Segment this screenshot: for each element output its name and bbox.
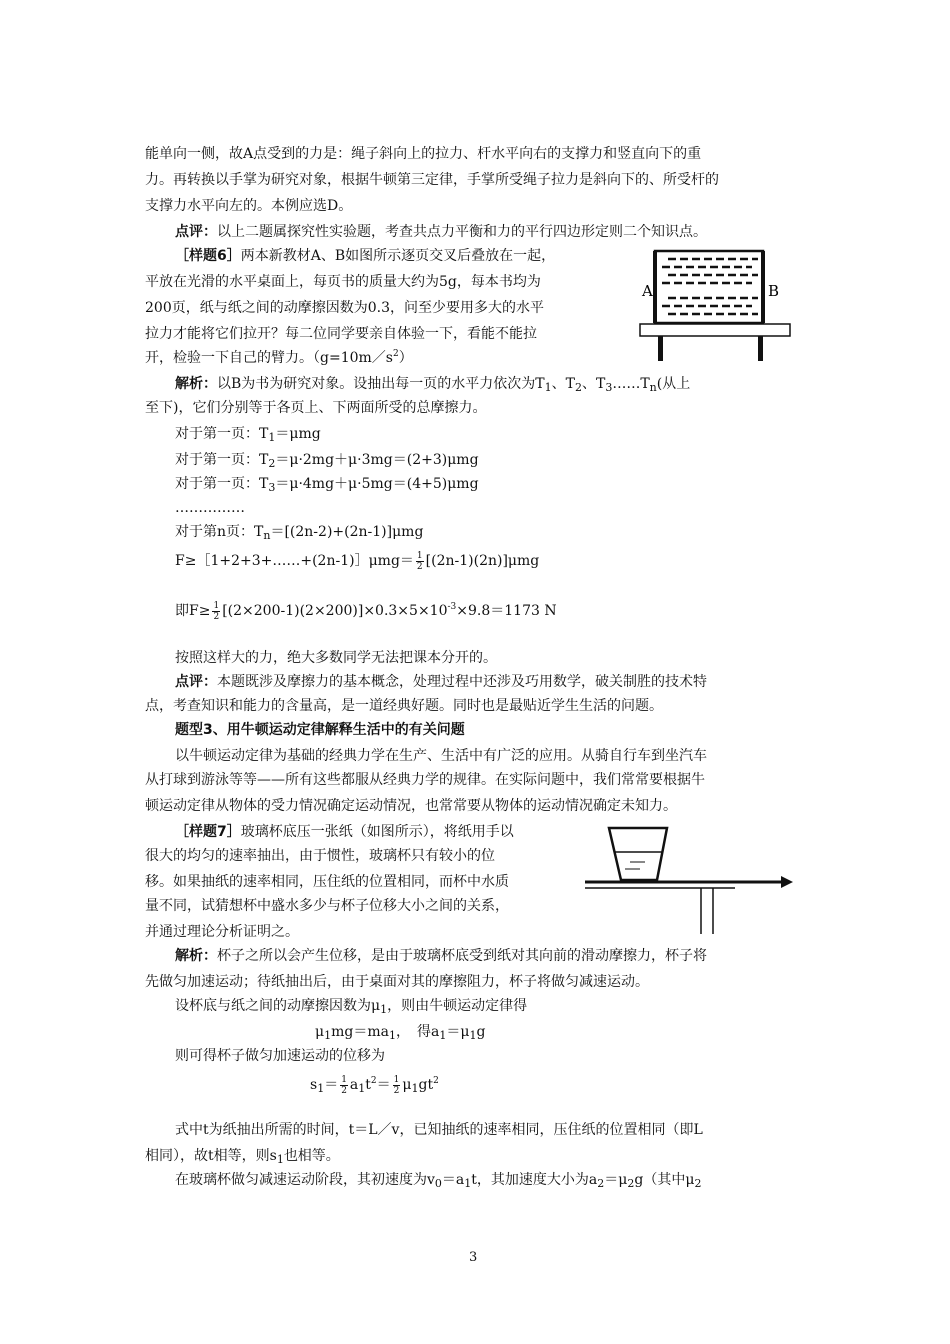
equation-text: 对于第一页：T xyxy=(175,452,269,468)
pull-arrow-head xyxy=(781,876,793,888)
solution-text: ……T xyxy=(612,376,650,392)
equation-line xyxy=(175,474,479,495)
fraction-numerator: 1 xyxy=(393,1074,400,1085)
fraction-denominator: 2 xyxy=(341,1085,347,1096)
equation-text: s xyxy=(310,1077,318,1093)
equation-text: [(2n-1)(2n)]μmg xyxy=(425,553,540,569)
example-7-line: 移。如果抽纸的速率相同，压住纸的位置相同，而杯中水质 xyxy=(145,874,509,890)
example-label: ［样题7］ xyxy=(175,824,241,840)
fraction-numerator: 1 xyxy=(213,600,220,611)
example-text: 开，检验一下自己的臂力。（g=10m／s xyxy=(145,350,393,366)
equation-text: a xyxy=(349,1077,359,1093)
subscript: 2 xyxy=(574,381,582,394)
equation-text: ， 得a xyxy=(395,1024,440,1040)
fraction-numerator: 1 xyxy=(416,550,423,561)
section-heading: 题型3、用牛顿运动定律解释生活中的有关问题 xyxy=(175,722,465,738)
equation-text: 即F≥ xyxy=(175,603,211,619)
superscript: 2 xyxy=(370,1076,377,1086)
equation-text: ＝ xyxy=(324,1077,339,1093)
interleaved-pages xyxy=(662,259,758,314)
subscript: n xyxy=(649,381,657,394)
example-text: 玻璃杯底压一张纸（如图所示），将纸用手以 xyxy=(240,824,514,840)
equation-line xyxy=(175,450,479,471)
table-leg-right xyxy=(758,336,763,361)
example-7-line: 很大的均匀的速率抽出，由于惯性，玻璃杯只有较小的位 xyxy=(145,848,495,864)
paragraph-line: 以牛顿运动定律为基础的经典力学在生产、生活中有广泛的应用。从骑自行车到坐汽车 xyxy=(175,748,707,764)
label-a: A xyxy=(642,282,653,300)
paragraph-line: 从打球到游泳等等——所有这些都服从经典力学的规律。在实际问题中，我们常常要根据牛 xyxy=(145,772,705,788)
glass-on-paper-figure xyxy=(585,822,795,937)
solution-text: (从上 xyxy=(656,376,691,392)
subscript: 1 xyxy=(324,1029,332,1042)
equation-text: gt xyxy=(418,1077,434,1093)
subscript: 2 xyxy=(694,1177,702,1190)
example-text: ） xyxy=(398,350,413,366)
example-6-line: 拉力才能将它们拉开？每二位同学要亲自体验一下，看能不能拉 xyxy=(145,326,537,342)
fraction-numerator: 1 xyxy=(341,1074,347,1085)
solution-text: 、T xyxy=(581,376,606,392)
solution-7-line xyxy=(145,1146,340,1167)
equation-line xyxy=(175,424,321,445)
ellipsis-line: …………… xyxy=(175,500,245,516)
example-6-line: 平放在光滑的水平桌面上，每页书的质量大约为5g，每本书均为 xyxy=(145,274,541,290)
equation-text: ＝ xyxy=(376,1077,391,1093)
page-number: 3 xyxy=(469,1250,478,1265)
example-text: 两本新教材A、B如图所示逐页交叉后叠放在一起， xyxy=(240,248,556,264)
fraction xyxy=(416,551,424,572)
solution-7-line xyxy=(175,946,707,966)
subscript: 3 xyxy=(605,381,613,394)
review-text: 本题既涉及摩擦力的基本概念，处理过程中还涉及巧用数学，破关制胜的技术特 xyxy=(217,674,707,690)
review-text: 以上二题属探究性实验题，考查共点力平衡和力的平行四边形定则二个知识点。 xyxy=(217,224,707,240)
equation-text: 对于第一页：T xyxy=(175,426,269,442)
equation-text: 对于第n页：T xyxy=(175,524,264,540)
fraction xyxy=(340,1075,348,1096)
solution-label: 解析： xyxy=(175,376,217,392)
equation-line xyxy=(175,598,557,626)
equation-text: g xyxy=(476,1024,486,1040)
subscript: 1 xyxy=(469,1029,477,1042)
conclusion-line: 按照这样大的力，绝大多数同学无法把课本分开的。 xyxy=(175,650,497,666)
subscript: 1 xyxy=(380,1003,388,1016)
solution-6-line: 至下)，它们分别等于各页上、下两面所受的总摩擦力。 xyxy=(145,400,487,416)
superscript: 2 xyxy=(433,1076,439,1086)
equation-line xyxy=(315,1022,485,1043)
solution-text: ＝μ xyxy=(604,1172,628,1188)
review-line xyxy=(175,672,707,692)
equation-text: F≥［1+2+3+……+(2n-1)］μmg＝ xyxy=(175,553,414,569)
solution-7-line xyxy=(175,1170,701,1191)
fraction-denominator: 2 xyxy=(416,561,423,572)
equation-text: [(2×200-1)(2×200)]×0.3×5×10 xyxy=(222,603,448,619)
solution-7-line: 先做匀加速运动；待纸抽出后，由于桌面对其的摩擦阻力，杯子将做匀减速运动。 xyxy=(145,974,649,990)
review-line xyxy=(175,222,707,242)
equation-line xyxy=(175,522,423,543)
table-top xyxy=(640,324,790,336)
subscript: 1 xyxy=(268,431,276,444)
subscript: n xyxy=(263,529,271,542)
solution-text: 也相等。 xyxy=(283,1148,340,1164)
subscript: 1 xyxy=(276,1153,284,1166)
equation-text: μ xyxy=(315,1024,325,1040)
subscript: 1 xyxy=(544,381,552,394)
equation-text: mg＝ma xyxy=(331,1024,389,1040)
solution-text: g（其中μ xyxy=(634,1172,695,1188)
subscript: 0 xyxy=(434,1177,442,1190)
equation-line xyxy=(175,548,539,574)
books-on-table-figure xyxy=(630,246,800,364)
superscript: 2 xyxy=(392,349,399,359)
equation-text: ＝μ·4mg＋μ·5mg＝(4+5)μmg xyxy=(275,476,479,492)
example-6-line: 200页，纸与纸之间的动摩擦因数为0.3，问至少要用多大的水平 xyxy=(145,300,544,316)
equation-text: ＝μ xyxy=(446,1024,470,1040)
fraction-denominator: 2 xyxy=(393,1085,400,1096)
review-label: 点评： xyxy=(175,224,217,240)
equation-text: t xyxy=(365,1077,371,1093)
example-7-line: 量不同，试猜想杯中盛水多少与杯子位移大小之间的关系， xyxy=(145,898,509,914)
equation-line xyxy=(310,1072,439,1100)
fraction xyxy=(393,1075,401,1096)
superscript: -3 xyxy=(447,602,457,612)
subscript: 1 xyxy=(439,1029,447,1042)
solution-text: 、T xyxy=(551,376,575,392)
solution-text: t，其加速度大小为a xyxy=(471,1172,598,1188)
example-7-line: 并通过理论分析证明之。 xyxy=(145,924,299,940)
subscript: 3 xyxy=(268,481,276,494)
solution-text: 在玻璃杯做匀减速运动阶段，其初速度为v xyxy=(175,1172,435,1188)
paragraph-line: 顿运动定律从物体的受力情况确定运动情况，也常常要从物体的运动情况确定未知力。 xyxy=(145,798,677,814)
equation-text: ＝μmg xyxy=(275,426,321,442)
solution-text: ，则由牛顿运动定律得 xyxy=(387,998,528,1014)
solution-text: 杯子之所以会产生位移，是由于玻璃杯底受到纸对其向前的滑动摩擦力，杯子将 xyxy=(217,948,707,964)
paragraph-line: 力。再转换以手掌为研究对象，根据牛顿第三定律，手掌所受绳子拉力是斜向下的、所受杆的 xyxy=(145,172,719,188)
subscript: 2 xyxy=(627,1177,635,1190)
paragraph-line: 能单向一侧，故A点受到的力是：绳子斜向上的拉力、杆水平向右的支撑力和竖直向下的重 xyxy=(145,146,702,162)
solution-7-line xyxy=(175,996,527,1017)
subscript: 1 xyxy=(358,1082,366,1095)
equation-text: ×9.8＝1173 N xyxy=(456,603,557,619)
book-a-outline xyxy=(655,251,763,323)
label-b: B xyxy=(768,282,780,300)
review-label: 点评： xyxy=(175,674,217,690)
equation-text: μ xyxy=(402,1077,412,1093)
example-label: ［样题6］ xyxy=(175,248,241,264)
solution-text: 设杯底与纸之间的动摩擦因数为μ xyxy=(175,998,381,1014)
fraction xyxy=(212,601,220,622)
solution-6-line xyxy=(175,374,690,395)
subscript: 1 xyxy=(317,1082,325,1095)
example-6-line xyxy=(145,348,413,370)
solution-text: ＝a xyxy=(441,1172,465,1188)
subscript: 1 xyxy=(411,1082,419,1095)
subscript: 1 xyxy=(388,1029,396,1042)
subscript: 2 xyxy=(268,457,276,470)
fraction-denominator: 2 xyxy=(213,611,220,622)
solution-7-line: 则可得杯子做匀加速运动的位移为 xyxy=(175,1048,385,1064)
paragraph-line: 支撑力水平向左的。本例应选D。 xyxy=(145,198,353,214)
equation-text: 对于第一页：T xyxy=(175,476,269,492)
solution-text: 以B为书为研究对象。设抽出每一页的水平力依次为T xyxy=(217,376,545,392)
solution-label: 解析： xyxy=(175,948,217,964)
review-line: 点，考查知识和能力的含量高，是一道经典好题。同时也是最贴近学生生活的问题。 xyxy=(145,698,663,714)
subscript: 1 xyxy=(464,1177,472,1190)
solution-7-line: 式中t为纸抽出所需的时间，t＝L／v，已知抽纸的速率相同，压住纸的位置相同（即L xyxy=(175,1122,703,1138)
subscript: 2 xyxy=(597,1177,605,1190)
solution-text: 相同），故t相等，则s xyxy=(145,1148,277,1164)
example-6-line xyxy=(175,246,555,266)
table-leg-left xyxy=(658,336,663,361)
equation-text: ＝[(2n-2)+(2n-1)]μmg xyxy=(270,524,424,540)
glass-cup xyxy=(609,828,667,880)
equation-text: ＝μ·2mg＋μ·3mg＝(2+3)μmg xyxy=(275,452,479,468)
example-7-line xyxy=(175,822,514,842)
